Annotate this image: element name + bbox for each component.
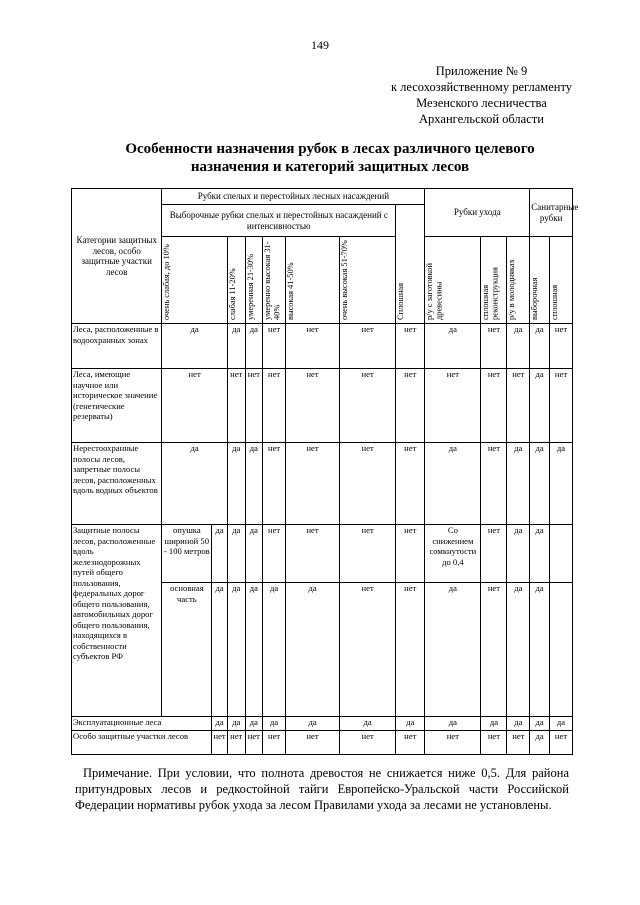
table-cell: да [212, 583, 228, 717]
title-line-1: Особенности назначения рубок в лесах различного целевого [125, 141, 535, 157]
table-cell: нет [263, 324, 286, 369]
table-cell: нет [340, 443, 396, 525]
table-cell: да [227, 583, 245, 717]
table-cell: нет [396, 324, 425, 369]
header-col-moderately-high [263, 237, 286, 324]
table-cell: да [530, 369, 550, 443]
table-cell: нет [286, 324, 340, 369]
appendix-line-4: Архангельской области [419, 112, 544, 126]
header-col-sanitary-selective-label: выборочная [530, 277, 540, 320]
table-cell: да [425, 324, 481, 369]
table-cell: да [286, 583, 340, 717]
table-cell: да [530, 583, 550, 717]
table-row [72, 731, 573, 755]
title-line-2: назначения и категорий защитных лесов [190, 159, 470, 175]
table-cell: нет [286, 369, 340, 443]
table-cell: да [227, 525, 245, 583]
table-cell: нет [263, 731, 286, 755]
header-col-weak [227, 237, 245, 324]
table-cell: нет [212, 731, 228, 755]
row-subcategory: основная часть [162, 583, 212, 717]
table-cell: нет [286, 525, 340, 583]
logging-table [71, 188, 579, 755]
appendix-line-2: к лесохозяйственному регламенту [390, 80, 572, 94]
table-cell: нет [263, 369, 286, 443]
header-clear-cut: Сплошная [396, 283, 406, 320]
table-row [72, 369, 573, 443]
table-cell: нет [340, 324, 396, 369]
table-cell: нет [340, 583, 396, 717]
header-col-care-harvest-label: р/у с заготовкой древесины [425, 263, 444, 320]
header-clear-cut-cell [396, 205, 425, 324]
header-col-very-weak-label: очень слабая, до 10% [162, 244, 172, 320]
header-col-weak-label: слабая 11-20% [227, 268, 237, 320]
table-cell: нет [425, 731, 481, 755]
table-cell: да [227, 443, 245, 525]
header-care-logging: Рубки ухода [425, 189, 530, 237]
table-cell: да [530, 731, 550, 755]
table-cell: да [212, 525, 228, 583]
table-row [72, 525, 573, 583]
table-cell: да [245, 324, 263, 369]
table-cell: нет [227, 369, 245, 443]
table-cell: да [227, 717, 245, 731]
footnote: Примечание. При условии, что полнота древостоя не снижается ниже 0,5. Для района притундровых лесов и редкостойной тайги Европейско-Уральской части Российской Федерации нормативы рубок ухода за лесом Правилами ухода за лесами не установлены. [75, 766, 569, 812]
table-cell: да [550, 443, 573, 525]
table-cell: нет [481, 583, 507, 717]
row-category: Леса, имеющие научное или историческое значение (генетические резерваты) [72, 369, 162, 443]
table-cell: да [425, 717, 481, 731]
header-col-very-high-label: очень высокая 51-70% [340, 240, 350, 320]
table-cell: нет [245, 369, 263, 443]
table-cell: да [263, 583, 286, 717]
table-cell: да [245, 583, 263, 717]
table-cell: нет [481, 731, 507, 755]
header-col-very-high [340, 237, 396, 324]
table-cell: нет [481, 369, 507, 443]
table-cell: да [396, 717, 425, 731]
table-cell: нет [481, 525, 507, 583]
header-col-sanitary-clear-label: сплошная [550, 284, 560, 320]
header-col-young-stands-label: р/у в молодняках [507, 259, 517, 320]
table-cell: да [245, 717, 263, 731]
table-cell: да [530, 717, 550, 731]
header-sanitary-logging: Санитарные рубки [530, 189, 573, 237]
table-cell: нет [550, 324, 573, 369]
table-row [72, 324, 573, 369]
header-col-young-stands [507, 237, 530, 324]
table-cell: да [227, 324, 245, 369]
table-cell: да [507, 525, 530, 583]
table-cell: нет [263, 443, 286, 525]
table-row [72, 443, 573, 525]
table-cell: да [550, 717, 573, 731]
table-cell: да [530, 443, 550, 525]
header-col-sanitary-selective [530, 237, 550, 324]
table-cell: нет [340, 369, 396, 443]
row-category: Леса, расположенные в водоохранных зонах [72, 324, 162, 369]
table-cell: нет [396, 443, 425, 525]
row-category: Защитные полосы лесов, расположенные вдоль железнодорожных путей общего пользования, федеральных дорог общего пользования, автомобильных дорог общего пользования, находящихся в собственности субъектов РФ [72, 525, 162, 717]
row-category: Нерестоохранные полосы лесов, запретные полосы лесов, расположенных вдоль водных объектов [72, 443, 162, 525]
table-cell: да [245, 525, 263, 583]
table-cell: да [263, 717, 286, 731]
table-cell: Со снижением сомкнутости до 0,4 [425, 525, 481, 583]
table-cell: нет [340, 525, 396, 583]
table-cell: нет [425, 369, 481, 443]
table-cell: нет [481, 443, 507, 525]
table-cell: да [481, 717, 507, 731]
header-col-reconstruction [481, 237, 507, 324]
table-cell: нет [507, 731, 530, 755]
table-cell: нет [507, 369, 530, 443]
document-title [60, 140, 600, 176]
table-cell: нет [227, 731, 245, 755]
header-category: Категории защитных лесов, особо защитные участки лесов [72, 189, 162, 324]
table-cell: нет [481, 324, 507, 369]
page-number: 149 [311, 38, 329, 52]
header-selective-logging: Выборочные рубки спелых и перестойных насаждений с интенсивностью [162, 205, 396, 237]
table-cell: нет [263, 525, 286, 583]
table-cell: да [507, 717, 530, 731]
appendix-header [391, 63, 572, 127]
table-cell: нет [245, 731, 263, 755]
table-cell: да [286, 717, 340, 731]
table-cell: да [507, 583, 530, 717]
table-cell: да [245, 443, 263, 525]
table-cell: нет [550, 369, 573, 443]
header-col-moderate-label: умеренная 21-30% [245, 253, 255, 320]
appendix-line-1: Приложение № 9 [435, 64, 528, 78]
header-col-high [286, 237, 340, 324]
header-col-care-harvest [425, 237, 481, 324]
table-cell: да [507, 443, 530, 525]
table-cell: нет [550, 731, 573, 755]
table-cell: нет [396, 731, 425, 755]
appendix-line-3: Мезенского лесничества [416, 96, 547, 110]
table-cell: нет [396, 583, 425, 717]
table-cell: да [162, 443, 227, 525]
header-col-high-label: высокая 41-50% [286, 262, 296, 320]
table-row [72, 717, 573, 731]
table-cell [550, 583, 573, 717]
table-cell: да [530, 525, 550, 583]
header-col-moderate [245, 237, 263, 324]
row-category: Особо защитные участки лесов [72, 731, 212, 755]
table-cell: да [162, 324, 227, 369]
table-cell: нет [162, 369, 227, 443]
table-cell: да [425, 583, 481, 717]
row-subcategory: опушка шириной 50 - 100 метров [162, 525, 212, 583]
table-cell: нет [286, 731, 340, 755]
table-cell: нет [286, 443, 340, 525]
table-cell: да [530, 324, 550, 369]
table-cell: нет [396, 369, 425, 443]
table-cell: да [340, 717, 396, 731]
header-mature-logging: Рубки спелых и перестойных лесных насаждений [162, 189, 425, 205]
row-category: Эксплуатационные леса [72, 717, 212, 731]
table-cell [550, 525, 573, 583]
table-cell: да [507, 324, 530, 369]
header-col-reconstruction-label: сплошная реконструкция [481, 267, 500, 320]
table-cell: нет [396, 525, 425, 583]
table-cell: да [425, 443, 481, 525]
table-cell: да [212, 717, 228, 731]
header-col-very-weak [162, 237, 227, 324]
header-col-sanitary-clear [550, 237, 573, 324]
header-col-moderately-high-label: умеренно высокая 31-40% [263, 241, 282, 320]
table-cell: нет [340, 731, 396, 755]
